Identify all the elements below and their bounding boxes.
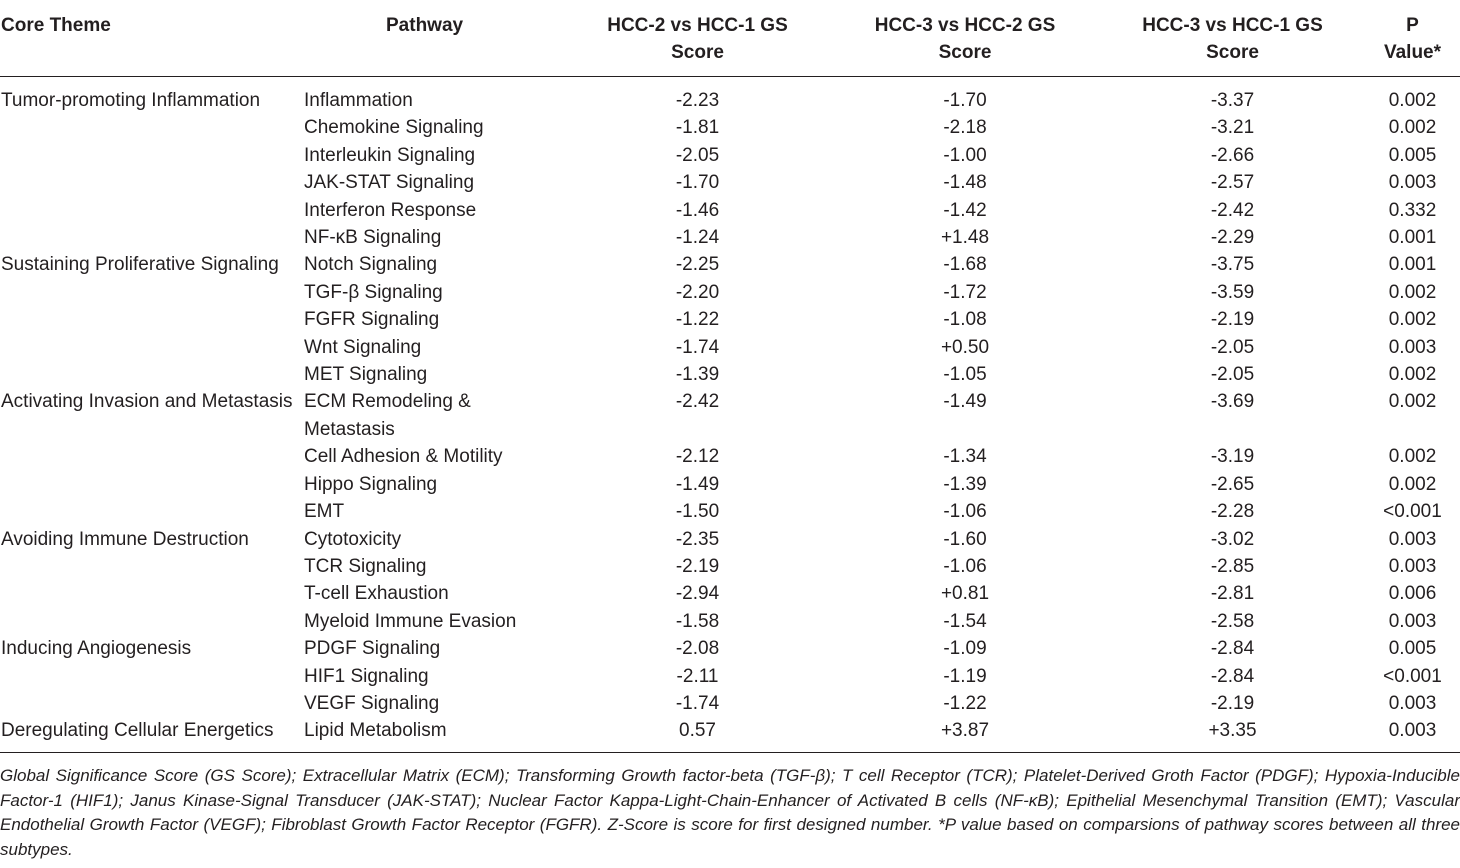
header-hcc3-vs-hcc2 [830,10,1100,77]
core-theme-cell [0,443,300,470]
pathway-cell: Lipid Metabolism [300,717,565,752]
table-row [0,526,1460,553]
core-theme-cell [0,197,300,224]
hcc3-vs-hcc1-score: -2.28 [1210,501,1255,523]
p-value-cell: 0.006 [1388,583,1437,605]
hcc3-vs-hcc2-score: -1.06 [943,501,987,523]
p-value-cell: 0.003 [1388,336,1437,358]
hcc3-vs-hcc1-score: -3.37 [1210,90,1255,111]
table-row [0,77,1460,115]
hcc2-vs-hcc1-score: -1.74 [675,692,720,714]
core-theme-cell [0,114,300,141]
hcc3-vs-hcc2-score: -1.70 [943,90,987,111]
header-hcc3-vs-hcc2-line1: HCC-3 vs HCC-2 GS [874,15,1056,36]
hcc2-vs-hcc1-score: -2.19 [675,555,720,577]
pathway-cell: Interferon Response [304,199,477,221]
p-value-cell: 0.003 [1388,692,1437,714]
hcc3-vs-hcc1-score: -2.29 [1210,227,1255,249]
hcc3-vs-hcc1-score: -2.84 [1210,638,1255,660]
hcc3-vs-hcc1-score: -3.21 [1210,117,1255,139]
hcc3-vs-hcc1-score: -2.84 [1210,665,1255,687]
pathway-cell: ECM Remodeling & Metastasis [304,391,471,440]
hcc3-vs-hcc1-score: -3.19 [1210,446,1255,468]
hcc3-vs-hcc2-score: -1.68 [943,254,987,276]
table-row [0,498,1460,525]
hcc2-vs-hcc1-score: 0.57 [565,717,830,752]
p-value-cell: 0.002 [1388,364,1437,386]
pathway-cell: EMT [304,501,345,523]
table-row [0,608,1460,635]
hcc3-vs-hcc1-score: -2.57 [1210,172,1255,194]
table-row [0,388,1460,443]
hcc2-vs-hcc1-score: -2.94 [675,583,720,605]
hcc3-vs-hcc2-score: +0.50 [940,336,990,358]
hcc2-vs-hcc1-score: -1.22 [675,309,720,331]
pathway-cell: TGF-β Signaling [304,281,443,303]
hcc3-vs-hcc2-score: -1.08 [943,309,987,331]
p-value-cell: <0.001 [1383,501,1442,523]
core-theme-cell [0,580,300,607]
header-hcc2-vs-hcc1-line2: Score [671,42,724,63]
table-row [0,334,1460,361]
hcc2-vs-hcc1-score: -1.70 [675,172,720,194]
hcc2-vs-hcc1-score: -2.11 [676,665,719,687]
hcc3-vs-hcc2-score: -1.09 [943,638,987,660]
hcc3-vs-hcc1-score: +3.35 [1100,717,1365,752]
table-row [0,717,1460,752]
pathway-cell: MET Signaling [304,364,428,386]
pathway-cell: HIF1 Signaling [304,665,429,687]
header-p-value [1365,10,1460,77]
hcc3-vs-hcc1-score: -2.19 [1210,309,1255,331]
core-theme-cell [0,471,300,498]
core-theme-cell [0,663,300,690]
core-theme-cell [0,306,300,333]
pathway-cell: Cell Adhesion & Motility [304,446,503,468]
table-row [0,197,1460,224]
hcc3-vs-hcc1-score: -3.75 [1210,254,1255,276]
header-row [0,10,1460,77]
hcc2-vs-hcc1-score: -1.74 [675,336,720,358]
p-value-cell: 0.002 [1388,309,1437,331]
p-value-cell: 0.005 [1388,638,1437,660]
core-theme-cell: Inducing Angiogenesis [1,638,192,660]
header-hcc2-vs-hcc1-line1: HCC-2 vs HCC-1 GS [607,15,788,36]
hcc3-vs-hcc1-score: -3.59 [1210,281,1255,303]
hcc2-vs-hcc1-score: -2.20 [675,281,720,303]
core-theme-cell: Deregulating Cellular Energetics [0,717,300,752]
p-value-cell: 0.001 [1388,254,1437,276]
p-value-cell: 0.002 [1388,90,1437,111]
pathway-cell: JAK-STAT Signaling [304,172,475,194]
pathway-cell: Cytotoxicity [304,528,402,550]
hcc3-vs-hcc1-score: -2.66 [1210,144,1255,166]
header-hcc2-vs-hcc1 [565,10,830,77]
table-row [0,580,1460,607]
core-theme-cell [0,169,300,196]
header-hcc3-vs-hcc2-line2: Score [938,42,992,63]
pathway-cell: TCR Signaling [304,555,427,577]
pathway-cell: T-cell Exhaustion [304,583,449,605]
table-row [0,471,1460,498]
table-footnote: Global Significance Score (GS Score); Extracellular Matrix (ECM); Transforming Growth factor-beta (TGF-β); T cell Receptor (TCR); Platelet-Derived Groth Factor (PDGF); Hypoxia-Inducible Factor-1 (HIF1); Janus Kinase-Signal Transducer (JAK-STAT); Nuclear Factor Kappa-Light-Chain-Enhancer of Activated B cells (NF-κB); Epithelial Mesenchymal Transition (EMT); Vascular Endothelial Growth Factor (VEGF); Fibroblast Growth Factor Receptor (FGFR). Z-Score is score for first designed number. *P value based on comparsions of pathway scores between all three subtypes. [0,766,1460,859]
p-value-cell: 0.003 [1388,555,1437,577]
hcc3-vs-hcc1-score: -3.02 [1210,528,1255,550]
hcc3-vs-hcc1-score: -2.05 [1210,364,1255,386]
p-value-cell: 0.332 [1388,199,1437,221]
table-row [0,279,1460,306]
hcc3-vs-hcc2-score: -1.72 [943,281,987,303]
p-value-cell: 0.001 [1388,227,1437,249]
hcc3-vs-hcc1-score: -2.65 [1210,473,1255,495]
pathway-cell: VEGF Signaling [304,692,440,714]
hcc3-vs-hcc2-score: +0.81 [940,583,990,605]
core-theme-cell [0,553,300,580]
hcc3-vs-hcc2-score: -1.48 [943,172,987,194]
hcc2-vs-hcc1-score: -2.08 [675,638,720,660]
table-row [0,635,1460,662]
pathway-cell: Hippo Signaling [304,473,438,495]
table-row [0,224,1460,251]
table-row [0,663,1460,690]
hcc3-vs-hcc1-score: -3.69 [1210,391,1255,413]
table-row [0,553,1460,580]
hcc3-vs-hcc1-score: -2.05 [1210,336,1255,358]
core-theme-cell [0,224,300,251]
hcc3-vs-hcc2-score: -1.00 [943,144,987,166]
table-row [0,169,1460,196]
hcc3-vs-hcc2-score: -2.18 [943,117,987,139]
hcc3-vs-hcc1-score: -2.42 [1210,199,1255,221]
header-hcc3-vs-hcc1-line2: Score [1206,42,1259,63]
hcc2-vs-hcc1-score: -1.24 [675,227,720,249]
pathway-cell: FGFR Signaling [304,309,440,331]
hcc2-vs-hcc1-score: -1.50 [675,501,720,523]
hcc2-vs-hcc1-score: -2.35 [675,528,720,550]
header-p-value-line1: P [1406,15,1419,36]
hcc3-vs-hcc1-score: -2.58 [1210,610,1255,632]
p-value-cell: 0.002 [1388,446,1437,468]
core-theme-cell: Activating Invasion and Metastasis [1,391,293,413]
hcc3-vs-hcc2-score: -1.49 [943,391,987,413]
p-value-cell: 0.002 [1388,473,1437,495]
hcc2-vs-hcc1-score: -2.25 [675,254,720,276]
hcc2-vs-hcc1-score: -1.39 [675,364,720,386]
hcc2-vs-hcc1-score: -1.49 [675,473,720,495]
hcc3-vs-hcc1-score: -2.19 [1210,692,1255,714]
hcc3-vs-hcc2-score: -1.42 [943,199,987,221]
pathway-cell: Wnt Signaling [304,336,422,358]
hcc2-vs-hcc1-score: -2.23 [675,90,720,111]
core-theme-cell [0,498,300,525]
core-theme-cell [0,608,300,635]
hcc3-vs-hcc2-score: -1.39 [943,473,987,495]
header-core-theme: Core Theme [0,10,300,77]
table-row [0,690,1460,717]
pathway-cell: Notch Signaling [304,254,438,276]
table-row [0,361,1460,388]
pathway-cell: Chemokine Signaling [304,117,484,139]
hcc3-vs-hcc1-score: -2.81 [1210,583,1255,605]
p-value-cell: 0.005 [1388,144,1437,166]
p-value-cell: 0.002 [1388,391,1437,413]
hcc3-vs-hcc2-score: +1.48 [940,227,990,249]
hcc3-vs-hcc1-score: -2.85 [1210,555,1255,577]
p-value-cell: 0.003 [1388,172,1437,194]
hcc3-vs-hcc2-score: -1.19 [943,665,987,687]
table-row [0,251,1460,278]
hcc2-vs-hcc1-score: -2.42 [675,391,720,413]
pathway-cell: Inflammation [304,90,413,111]
table-row [0,114,1460,141]
table-row [0,306,1460,333]
core-theme-cell [0,142,300,169]
core-theme-cell [0,279,300,306]
table-row [0,443,1460,470]
hcc3-vs-hcc2-score: -1.06 [943,555,987,577]
hcc3-vs-hcc2-score: -1.22 [943,692,987,714]
hcc2-vs-hcc1-score: -1.58 [675,610,720,632]
pathway-cell: PDGF Signaling [304,638,441,660]
pathway-cell: Interleukin Signaling [304,144,476,166]
pathway-scores-table [0,10,1460,753]
core-theme-cell: Avoiding Immune Destruction [1,528,249,550]
header-hcc3-vs-hcc1 [1100,10,1365,77]
table-body [0,77,1460,753]
core-theme-cell [0,690,300,717]
hcc2-vs-hcc1-score: -1.81 [675,117,720,139]
hcc3-vs-hcc2-score: -1.54 [943,610,987,632]
p-value-cell: 0.003 [1388,610,1437,632]
pathway-cell: NF-κB Signaling [304,227,442,249]
hcc3-vs-hcc2-score: +3.87 [830,717,1100,752]
hcc2-vs-hcc1-score: -1.46 [675,199,720,221]
hcc3-vs-hcc2-score: -1.34 [943,446,987,468]
pathway-cell: Myeloid Immune Evasion [304,610,517,632]
table-row [0,142,1460,169]
core-theme-cell: Tumor-promoting Inflammation [1,90,261,111]
header-pathway: Pathway [300,10,565,77]
hcc2-vs-hcc1-score: -2.12 [675,446,720,468]
header-hcc3-vs-hcc1-line1: HCC-3 vs HCC-1 GS [1142,15,1323,36]
p-value-cell: 0.002 [1388,117,1437,139]
core-theme-cell [0,334,300,361]
p-value-cell: 0.002 [1388,281,1437,303]
core-theme-cell [0,361,300,388]
p-value-cell: 0.003 [1365,717,1460,752]
p-value-cell: 0.003 [1388,528,1437,550]
core-theme-cell: Sustaining Proliferative Signaling [1,254,279,276]
hcc3-vs-hcc2-score: -1.60 [943,528,987,550]
header-p-value-line2: Value* [1383,42,1442,63]
p-value-cell: <0.001 [1383,665,1442,687]
hcc3-vs-hcc2-score: -1.05 [943,364,987,386]
hcc2-vs-hcc1-score: -2.05 [675,144,720,166]
